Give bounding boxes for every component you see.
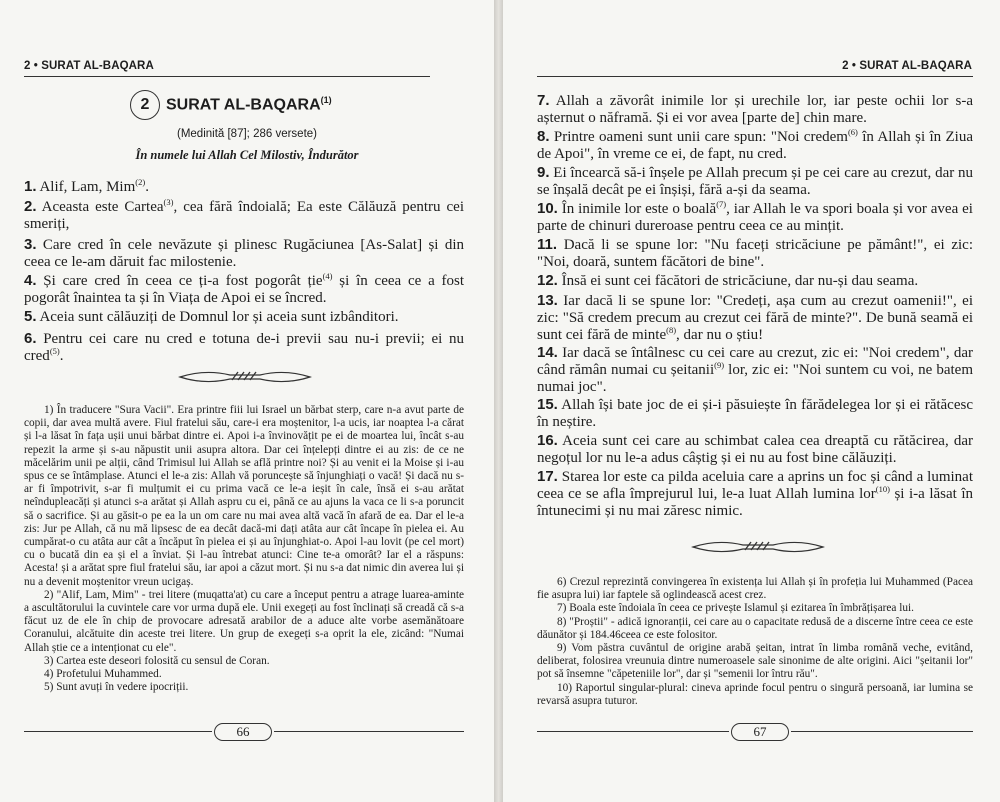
ornament-divider-right <box>683 539 833 555</box>
verse-text: Alif, Lam, Mim <box>36 179 136 195</box>
verse <box>24 330 464 365</box>
surah-heading <box>130 90 332 120</box>
verse-number: 15. <box>537 396 558 413</box>
verse-text: Pentru cei care nu cred e totuna de-i previi sau nu-i previi; ei nu cred <box>24 331 464 364</box>
surah-subtitle: (Medinită [87]; 286 versete) <box>177 128 317 140</box>
verse-text: Ei încearcă să-i înșele pe Allah precum și pe cei care au crezut, dar nu se înșală decât pe ei înșiși, fără a-și da seama. <box>537 165 973 198</box>
footnote-marker: (8) <box>666 325 677 335</box>
verse <box>24 236 464 271</box>
surah-title: SURAT AL-BAQARA$^{(1)}$ <box>166 95 332 114</box>
footnote: 10) Raportul singular-plural: cineva aprinde focul pentru o singură persoană, iar lumina se revarsă asupra tuturor. <box>537 681 973 707</box>
verse <box>24 178 464 196</box>
book-gutter <box>494 0 503 802</box>
footnote: 7) Boala este îndoiala în ceea ce privește Islamul și ezitarea în îmbrățișarea lui. <box>557 602 914 615</box>
footnote-marker: (6) <box>847 127 858 137</box>
footer-rule <box>24 731 212 732</box>
verse <box>537 432 973 467</box>
verse-number: 13. <box>537 292 558 309</box>
verse-text: în Allah și în Ziua de Apoi", în vreme ce ei, de fapt, nu cred. <box>537 129 973 162</box>
verse-number: 10. <box>537 200 558 217</box>
verse-number: 7. <box>537 92 550 109</box>
verse <box>24 272 464 307</box>
verse-text: Aceia sunt cei care au schimbat calea cea dreaptă cu rătăcirea, dar negoțul lor nu le-a adus câștig și ei nu au fost bine călăuziți. <box>537 433 973 466</box>
footnote: 5) Sunt avuți în vedere ipocriții. <box>44 681 189 694</box>
verse-text: Însă ei sunt cei făcători de stricăciune, dar nu-și dau seama. <box>557 273 919 289</box>
footnotes-right <box>537 576 973 708</box>
verse-text: Allah își bate joc de ei și-i păsuiește în fărădelegea lor și ei rătăcesc în neștire. <box>537 397 973 430</box>
running-head-left: 2 • SURAT AL-BAQARA <box>24 60 154 72</box>
verse-text: , dar nu o știu! <box>676 327 764 343</box>
footnote-marker: (3) <box>163 197 174 207</box>
verse-text: Dacă li se spune lor: "Nu faceți stricăciune pe pământ!", ei zic: "Noi, doară, suntem făcători de bine". <box>537 237 973 270</box>
verse <box>537 128 973 163</box>
footnote-marker: (10) <box>875 484 890 494</box>
footnote: 9) Vom păstra cuvântul de origine arabă șeitan, intrat în limba română veche, evitând, deliberat, folosirea vreunuia dintre numeroasele sale sinonime de alte origini. Aici "șeitanii lor" pot să însemne "căpeteniile lor", dar și "semenii lor întru rău". <box>537 642 973 681</box>
surah-number-badge: 2 <box>130 90 160 120</box>
footer-rule <box>791 731 973 732</box>
header-rule <box>537 76 973 77</box>
verse-number: 11. <box>537 236 558 253</box>
right-page <box>503 0 1000 802</box>
verse-number: 3. <box>24 236 37 253</box>
footer-rule <box>537 731 729 732</box>
verse-number: 16. <box>537 432 558 449</box>
footnote: 3) Cartea este deseori folosită cu sensul de Coran. <box>44 654 270 667</box>
footnote-marker: (9) <box>714 360 725 370</box>
header-rule <box>24 76 430 77</box>
footnote-marker: (2) <box>135 177 146 187</box>
footnote: 4) Profetului Muhammed. <box>44 668 162 681</box>
verse <box>537 92 973 127</box>
verse-text: . <box>145 179 149 195</box>
verse-text: . <box>59 348 64 364</box>
verse-text: Iar dacă li se spune lor: "Credeți, așa cum au crezut oamenii!", ei zic: "Să credem precum au crezut cei fără de minte?". De bună seamă ei sunt cei fără de minte <box>537 293 973 343</box>
verse-text: Aceasta este Cartea <box>36 199 164 215</box>
footnote-marker: (7) <box>716 199 727 209</box>
verse <box>537 272 973 290</box>
verse-number: 1. <box>24 178 37 195</box>
verse <box>537 200 973 235</box>
verse <box>537 236 973 271</box>
verse <box>537 396 973 431</box>
verse <box>537 164 973 199</box>
footer-rule <box>274 731 464 732</box>
verse <box>24 308 464 326</box>
verse-text: , cea fără îndoială; Ea este Călăuză pentru cei smeriți, <box>24 199 465 232</box>
verse-number: 14. <box>537 344 558 361</box>
verse-text: lor, zic ei: "Noi suntem cu voi, ne batem numai joc". <box>537 362 973 395</box>
footnotes-left <box>24 404 464 694</box>
verse-text: Starea lor este ca pilda aceluia care a aprins un foc și când a luminat ceea ce se afla împrejurul lui, le-a luat Allah lumina lor <box>537 469 973 502</box>
verse <box>537 344 973 396</box>
footnote-marker: (4) <box>322 271 333 281</box>
verse-text: Aceia sunt călăuziți de Domnul lor și aceia sunt izbânditori. <box>36 309 399 325</box>
verse-number: 2. <box>24 198 37 215</box>
verse <box>537 292 973 344</box>
page-number-left: 66 <box>214 723 272 741</box>
footnote: 8) "Proștii" - adică ignoranții, cei care au o capacitate redusă de a discerne între ceea ce este dăunător și 184.46ceea ce este folositor. <box>537 615 973 641</box>
verse <box>537 468 973 520</box>
verse-text: Și care cred în ceea ce ți-a fost pogorât ție <box>36 273 323 289</box>
footnote: 2) "Alif, Lam, Mim" - trei litere (muqatta'at) cu care a început pentru a atrage luarea-aminte a ascultătorului la cuvintele care vor urma după ele. Unii exegeți au fost înclinați să creadă că s-a făcut uz de ele în chip de provocare adresată arabilor de a aduce alte vorbe asemănătoare Coranului, alcătuite din aceste trei litere. Un grup de exegeți s-a oprit la ele, zicând: "Numai Allah știe ce a intenționat cu ele". <box>24 588 464 654</box>
verse-text: Iar dacă se întâlnesc cu cei care au crezut, zic ei: "Noi credem", dar când rămân numai cu șeitanii <box>537 345 973 378</box>
left-page <box>0 0 494 802</box>
running-head-right: 2 • SURAT AL-BAQARA <box>842 60 972 72</box>
verse-text: Care cred în cele nevăzute și plinesc Rugăciunea [As-Salat] și din ceea ce le-am dăruit fac milostenie. <box>24 237 464 270</box>
bismillah: În numele lui Allah Cel Milostiv, Îndurător <box>135 148 359 162</box>
page-number-right: 67 <box>731 723 789 741</box>
verse-number: 5. <box>24 308 37 325</box>
verse-number: 8. <box>537 128 550 145</box>
verse-text: În inimile lor este o boală <box>557 201 717 217</box>
verse-text: , iar Allah le va spori boala și vor avea ei parte de chinuri dureroase pentru ceea ce au mințit. <box>537 201 973 234</box>
verse-text: Allah a zăvorât inimile lor și urechile lor, iar peste ochii lor s-a așternut o năframă. Și ei vor avea [parte de] chin mare. <box>537 93 973 126</box>
footnote: 1) În traducere "Sura Vacii". Era printre fiii lui Israel un bărbat sterp, care n-a avut parte de copii, dar avea multă avere. Fiul fratelui său, care-i era moștenitor, l-a ucis, iar noaptea l-a cărat și l-a lăsat în fața ușii unui bărbat dintre ei. Apoi i-a învinovățit pe ei de moartea lui, încât s-au repezit la arme și s-au năpustit unii asupra altora. Dar cei înțelepți dintre ei au zis: de ce ne măcelărim unii pe alții, când Trimisul lui Allah se află printre noi? Și au venit ei la Moise și i-au spus ce se întâmplase. Atunci el le-a zis: Allah vă poruncește să înjunghiați o vacă! Și dacă nu s-ar fi împotrivit, s-ar fi mulțumit ei cu prima vacă ce le-a ieșit în cale, însă ei s-au arătat neîndupleacăți și atunci s-a arătat și Allah aspru cu ei, până ce au ajuns la vaca ce li s-a poruncit să o sacrifice. Și au găsit-o pe ea la un om care nu mai avea altă vacă în afară de ea. Dar el le-a zis: Jur pe Allah, că nu mă lipsesc de ea decât dacă-mi dați atâta aur cât încape în pielea ei. Au cumpărat-o cu atâta aur cât a încăput în pielea ei și au înjunghiat-o. Apoi l-au lovit (pe cel mort) cu o bucată din ea și el a înviat. Și l-au întrebat atunci: Cine te-a omorât? Iar el a răspuns: Acesta! și a arătat spre fiul fratelui său, iar apoi a căzut mort. Și nu s-a dat nimic din averea lui și nu a devenit moștenitor vreun ucigaș. <box>24 404 464 588</box>
verse-text: și în ceea ce a fost pogorât înaintea ta și în Viața de Apoi ei se încred. <box>24 273 465 306</box>
verse-number: 17. <box>537 468 558 485</box>
footnote-marker: (5) <box>49 346 60 356</box>
verse-number: 6. <box>24 330 37 347</box>
verse <box>24 198 464 233</box>
verse-number: 12. <box>537 272 558 289</box>
verse-number: 4. <box>24 272 37 289</box>
verse-text: și i-a lăsat în întunecimi și nu mai zăresc nimic. <box>537 486 973 519</box>
ornament-divider-left <box>170 369 320 385</box>
verse-number: 9. <box>537 164 550 181</box>
footnote: 6) Crezul reprezintă convingerea în existența lui Allah și în profeția lui Muhammed (Pacea fie asupra lui) iar faptele să oglindească acest crez. <box>537 576 973 602</box>
verse-text: Printre oameni sunt unii care spun: "Noi credem <box>549 129 848 145</box>
